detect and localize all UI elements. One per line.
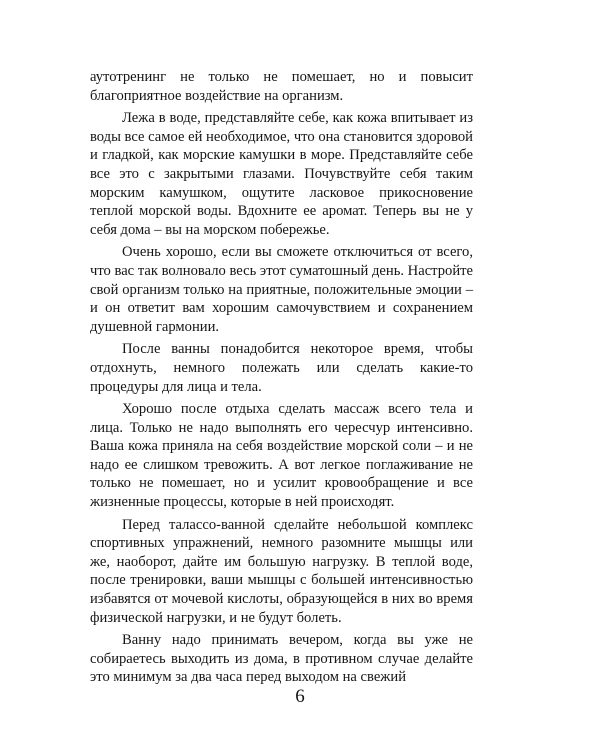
paragraph: Лежа в воде, представляйте себе, как кожа впитывает из воды все самое ей необходимое, что она становится здоровой и гладкой, как морские камушки в море. Представляйте себе все это с закрытыми глазами. Почувствуйте себя таким морским камушком, ощутите ласковое прикосновение теплой морской воды. Вдохните ее аромат. Теперь вы не у себя дома – вы на морском побережье. <box>90 110 473 238</box>
paragraph: Очень хорошо, если вы сможете отключиться от всего, что вас так волновало весь этот суматошный день. Настройте свой организм только на приятные, положительные эмоции – и он ответит вам хорошим самочувствием и сохранением душевной гармонии. <box>90 244 473 335</box>
paragraph: Ванну надо принимать вечером, когда вы уже не собираетесь выходить из дома, в противном случае делайте это минимум за два часа перед выходом на свежий <box>90 632 473 686</box>
page-number: 6 <box>295 686 305 707</box>
paragraph-continued: аутотренинг не только не помешает, но и повысит благоприятное воздействие на организм. <box>90 69 473 104</box>
paragraph: Хорошо после отдыха сделать массаж всего тела и лица. Только не надо выполнять его чересчур интенсивно. Ваша кожа приняла на себя воздействие морской соли – и не надо ее слишком тревожить. А вот легкое поглаживание не только не помешает, но и усилит кровообращение и все жизненные процессы, которые в ней происходят. <box>90 401 473 511</box>
paragraph: Перед талассо-ванной сделайте небольшой комплекс спортивных упражнений, немного разомните мышцы или же, наоборот, дайте им большую нагрузку. В теплой воде, после тренировки, ваши мышцы с большей интенсивностью избавятся от мочевой кислоты, образующейся в них во время физической нагрузки, и не будут болеть. <box>90 516 473 626</box>
paragraph: После ванны понадобится некоторое время, чтобы отдохнуть, немного полежать или сделать какие-то процедуры для лица и тела. <box>90 341 473 395</box>
body-text <box>90 68 473 691</box>
